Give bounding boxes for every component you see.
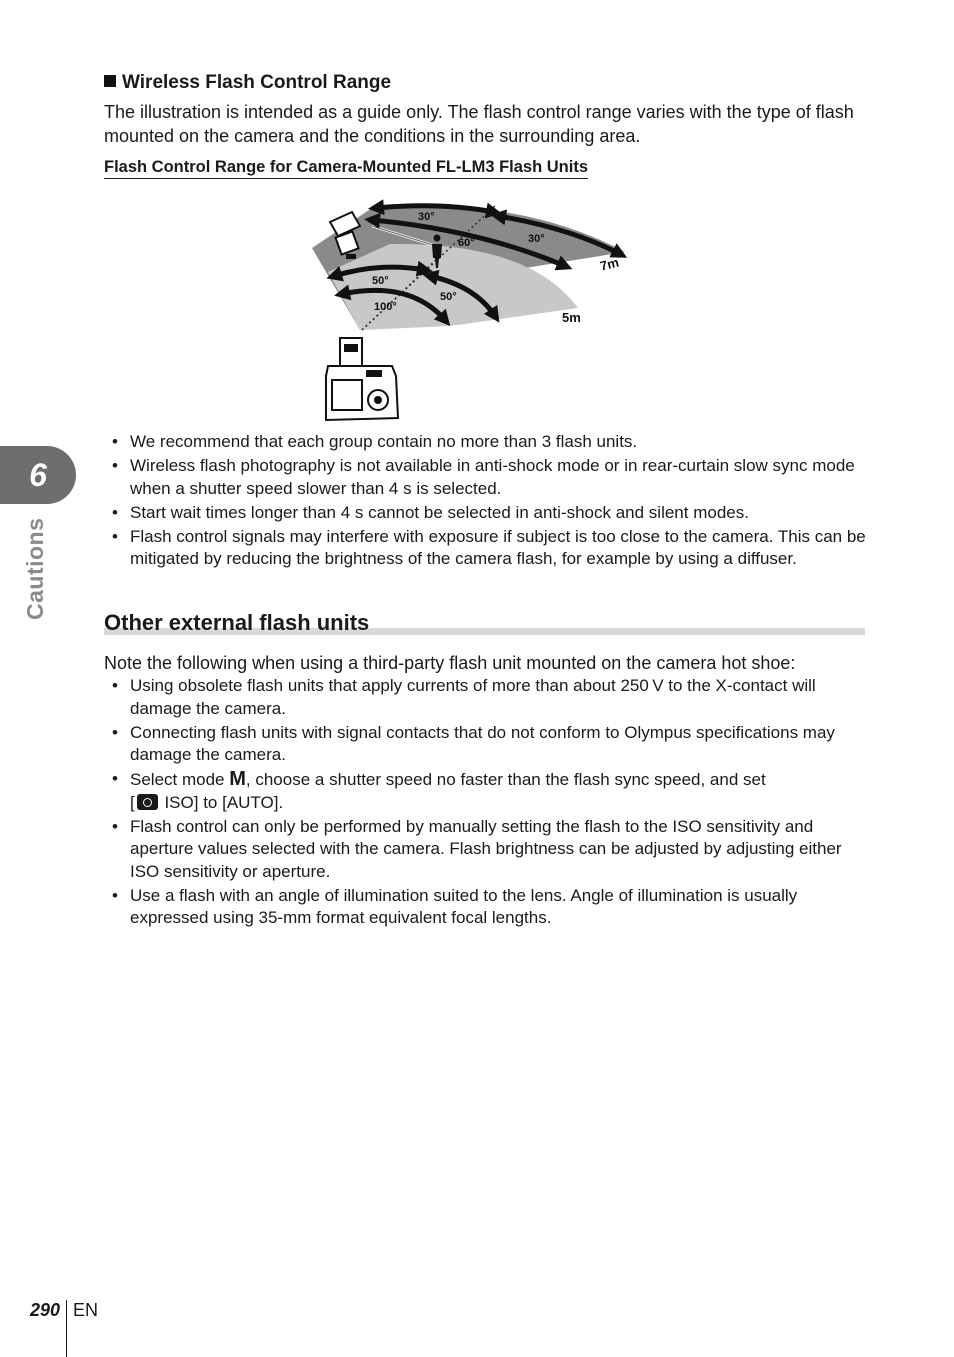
label-lower-left-angle: 50°: [372, 275, 389, 287]
list-item: • Flash control can only be performed by manually setting the flash to the ISO sensitivity and aperture values selected with the camera. Flash brightness can be adjusted by adjusting either ISO sensitivity or aperture.: [104, 816, 874, 884]
wireless-intro-text: The illustration is intended as a guide only. The flash control range varies with the type of flash mounted on the camera and the conditions in the surrounding area.: [104, 102, 854, 146]
list-item-mode: • Select mode M, choose a shutter speed no faster than the flash sync speed, and set [ ISO] to [AUTO].: [104, 768, 874, 814]
list-item: • Start wait times longer than 4 s cannot be selected in anti-shock and silent modes.: [104, 502, 874, 525]
label-upper-left-angle: 30°: [418, 211, 435, 223]
chapter-number: 6: [29, 457, 47, 493]
mode-m-glyph: M: [229, 768, 246, 790]
wireless-section-heading: [104, 72, 391, 94]
page-number: 290: [30, 1300, 61, 1320]
chapter-title: Cautions: [22, 517, 48, 620]
list-item: • We recommend that each group contain no more than 3 flash units.: [104, 431, 874, 454]
square-bullet-icon: [104, 75, 116, 87]
section-heading: Other external flash units: [104, 610, 370, 635]
camera-icon: [137, 794, 158, 810]
label-upper-right-angle: 30°: [528, 233, 545, 245]
camera-body-icon: [326, 338, 398, 420]
label-inner-distance: 5m: [562, 310, 581, 325]
list-item: • Connecting flash units with signal contacts that do not conform to Olympus specifications may damage the camera.: [104, 722, 874, 767]
list-item: • Wireless flash photography is not available in anti-shock mode or in rear-curtain slow sync mode when a shutter speed slower than 4 s is selected.: [104, 455, 874, 500]
external-bullet-list: [104, 675, 874, 931]
language-code: EN: [73, 1300, 99, 1320]
label-upper-mid-angle: 60°: [458, 237, 475, 249]
diagram-caption: Flash Control Range for Camera-Mounted FL-LM3 Flash Units: [104, 158, 588, 179]
list-item: • Flash control signals may interfere with exposure if subject is too close to the camera. This can be mitigated by reducing the brightness of the camera flash, for example by using a diffuser.: [104, 526, 874, 571]
label-lower-mid-angle: 100°: [374, 301, 397, 313]
external-intro-text: Note the following when using a third-party flash unit mounted on the camera hot shoe:: [104, 653, 796, 673]
label-outer-distance: 7m: [598, 254, 621, 274]
label-lower-right-angle: 50°: [440, 291, 457, 303]
wireless-heading-text: Wireless Flash Control Range: [122, 72, 392, 93]
list-item: • Use a flash with an angle of illumination suited to the lens. Angle of illumination is usually expressed using 35-mm format equivalent focal lengths.: [104, 885, 874, 930]
footer-divider: [66, 1300, 67, 1357]
wireless-bullet-list: [104, 431, 874, 572]
list-item: • Using obsolete flash units that apply currents of more than about 250 V to the X-contact will damage the camera.: [104, 675, 874, 720]
flash-range-diagram: [300, 190, 640, 430]
